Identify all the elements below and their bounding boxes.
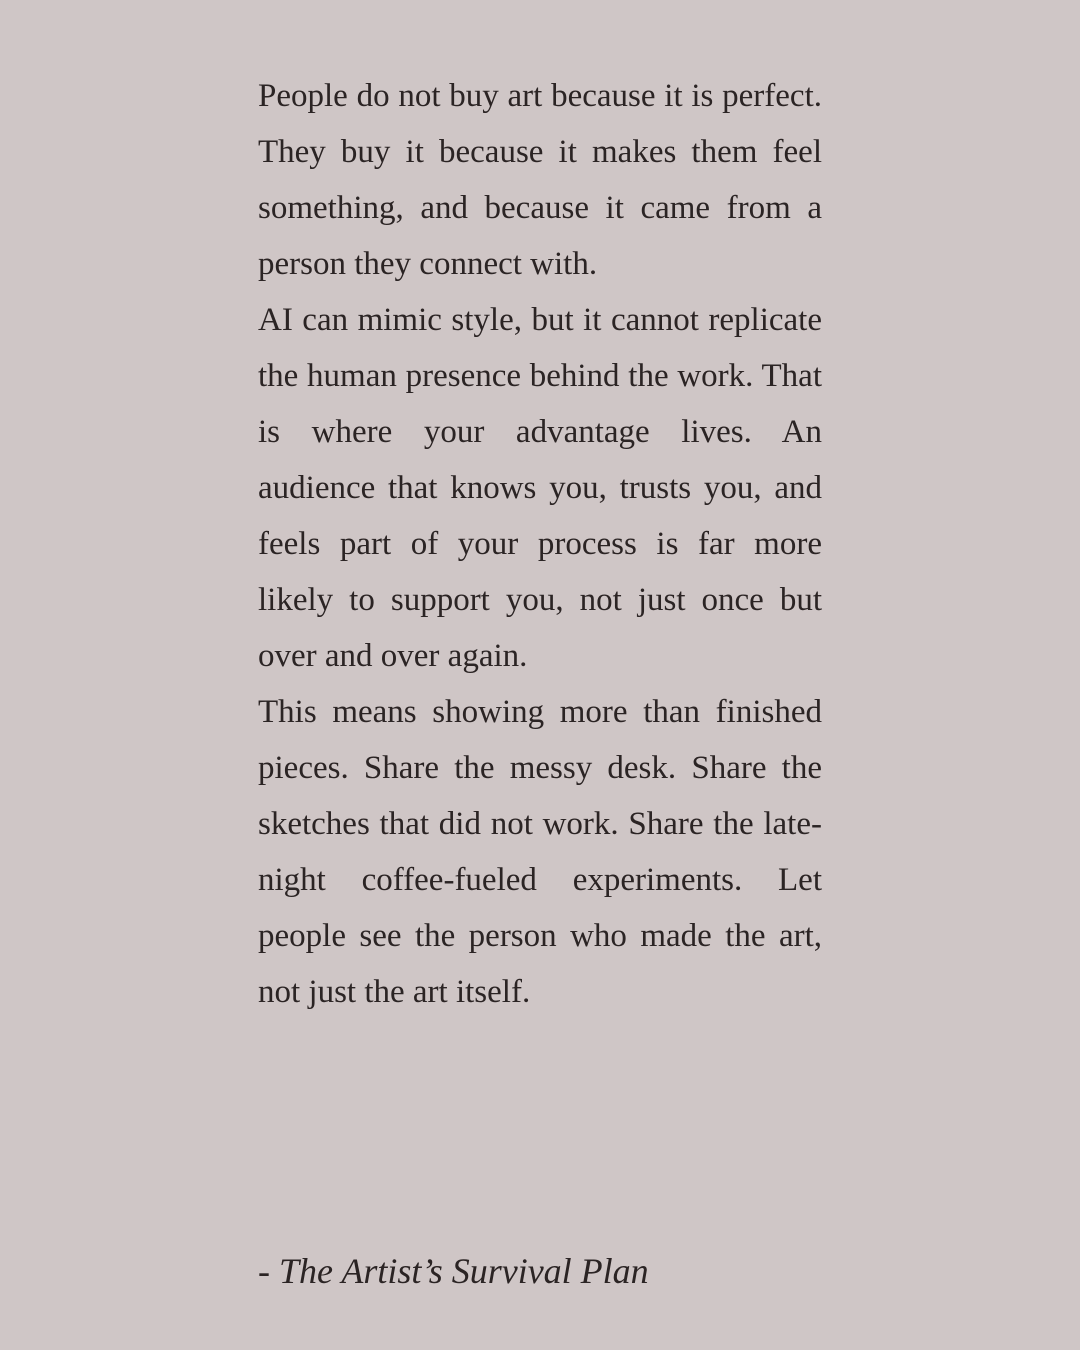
paragraph-human-connection: People do not buy art because it is perfect. They buy it because it makes them feel something, and because it came from a person they connect with. xyxy=(258,78,822,282)
paragraph-human-presence: AI can mimic style, but it cannot replicate the human presence behind the work. That is where your advantage lives. An audience that knows you, trusts you, and feels part of your process is far more likely to support you, not just once but over and over again. xyxy=(258,302,822,674)
quote-attribution: - The Artist’s Survival Plan xyxy=(258,1251,649,1291)
quote-text-block xyxy=(258,68,822,1020)
paragraph-show-process: This means showing more than finished pieces. Share the messy desk. Share the sketches that did not work. Share the late-night coffee-fueled experiments. Let people see the person who made the art, not just the art itself. xyxy=(258,694,822,1010)
